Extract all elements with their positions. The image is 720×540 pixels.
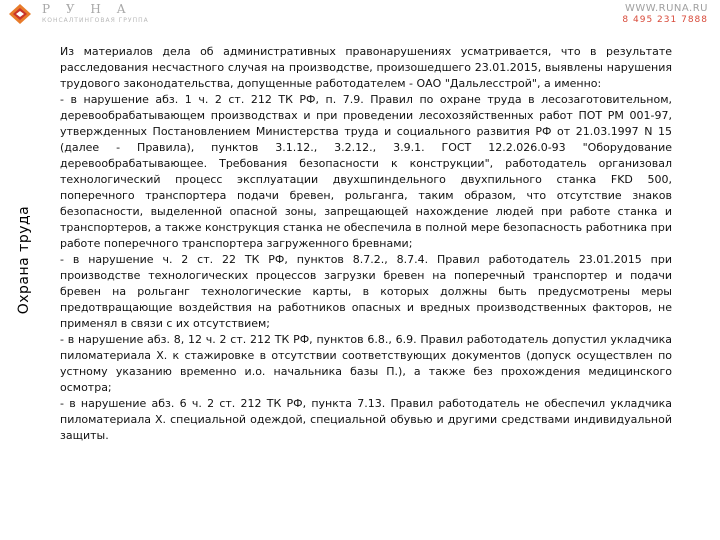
paragraph-violation-1: - в нарушение абз. 1 ч. 2 ст. 212 ТК РФ, п. 7.9. Правил по охране труда в лесозаготовительном, деревообрабатывающем производствах и при проведении лесохозяйственных работ ПОТ РМ 001-97, утвержденных Постановлением Министерства труда и социального развития РФ от 21.03.1997 N 15 (далее - Правила), пунктов 3.1.12., 3.2.12., 3.9.1. ГОСТ 12.2.026.0-93 "Оборудование деревообрабатывающее. Требования безопасности к конструкции", работодатель организовал технологический процесс эксплуатации двухшпиндельного двухпильного станка FKD 500, поперечного транспортера подачи бревен, рольганга, таким образом, что отсутствие знаков безопасности, выделенной опасной зоны, запрещающей нахождение людей при работе станка и транспортеров, а также конструкция станка не обеспечила в полной мере безопасность работника при работе поперечного транспортера загруженного бревнами; (60, 93, 672, 250)
paragraph-violation-4: - в нарушение абз. 6 ч. 2 ст. 212 ТК РФ, пункта 7.13. Правил работодатель не обеспечил укладчика пиломатериала Х. специальной одеждой, специальной обувью и другими средствами индивидуальной защиты. (60, 397, 672, 442)
header-contacts (622, 3, 708, 25)
paragraph-violation-3: - в нарушение абз. 8, 12 ч. 2 ст. 212 ТК РФ, пунктов 6.8., 6.9. Правил работодатель допустил укладчика пиломатериала Х. к стажировке в отсутствии соответствующих документов (допуск осуществлен по устному указанию временно и.о. начальника базы П.), а также без прохождения медицинского осмотра; (60, 333, 672, 394)
website-link[interactable]: WWW.RUNA.RU (624, 3, 708, 14)
logo-wordmark: Р У Н А (42, 2, 132, 16)
sidebar (4, 40, 44, 495)
runa-logo-icon (8, 3, 32, 25)
paragraph-intro: Из материалов дела об административных правонарушениях усматривается, что в результате расследования несчастного случая на производстве, произошедшего 23.01.2015, выявлены нарушения трудового законодательства, допущенные работодателем - ОАО "Дальлесстрой", а именно: (60, 45, 672, 90)
company-logo[interactable] (8, 3, 178, 25)
paragraph-violation-2: - в нарушение ч. 2 ст. 22 ТК РФ, пунктов 8.7.2., 8.7.4. Правил работодатель 23.01.2015 при производстве технологических процессов загрузки бревен на поперечный транспортер и подачи бревен на рольганг технологические карты, в которых должны быть предусмотрены меры предотвращающие воздействия на работников опасных и вредных производственных факторов, не применял в связи с их отсутствием; (60, 253, 672, 330)
phone-number: 8 495 231 7888 (622, 15, 708, 25)
logo-subtitle: КОНСАЛТИНГОВАЯ ГРУППА (42, 17, 149, 24)
document-body (60, 44, 672, 444)
section-title: Охрана труда (16, 205, 32, 315)
